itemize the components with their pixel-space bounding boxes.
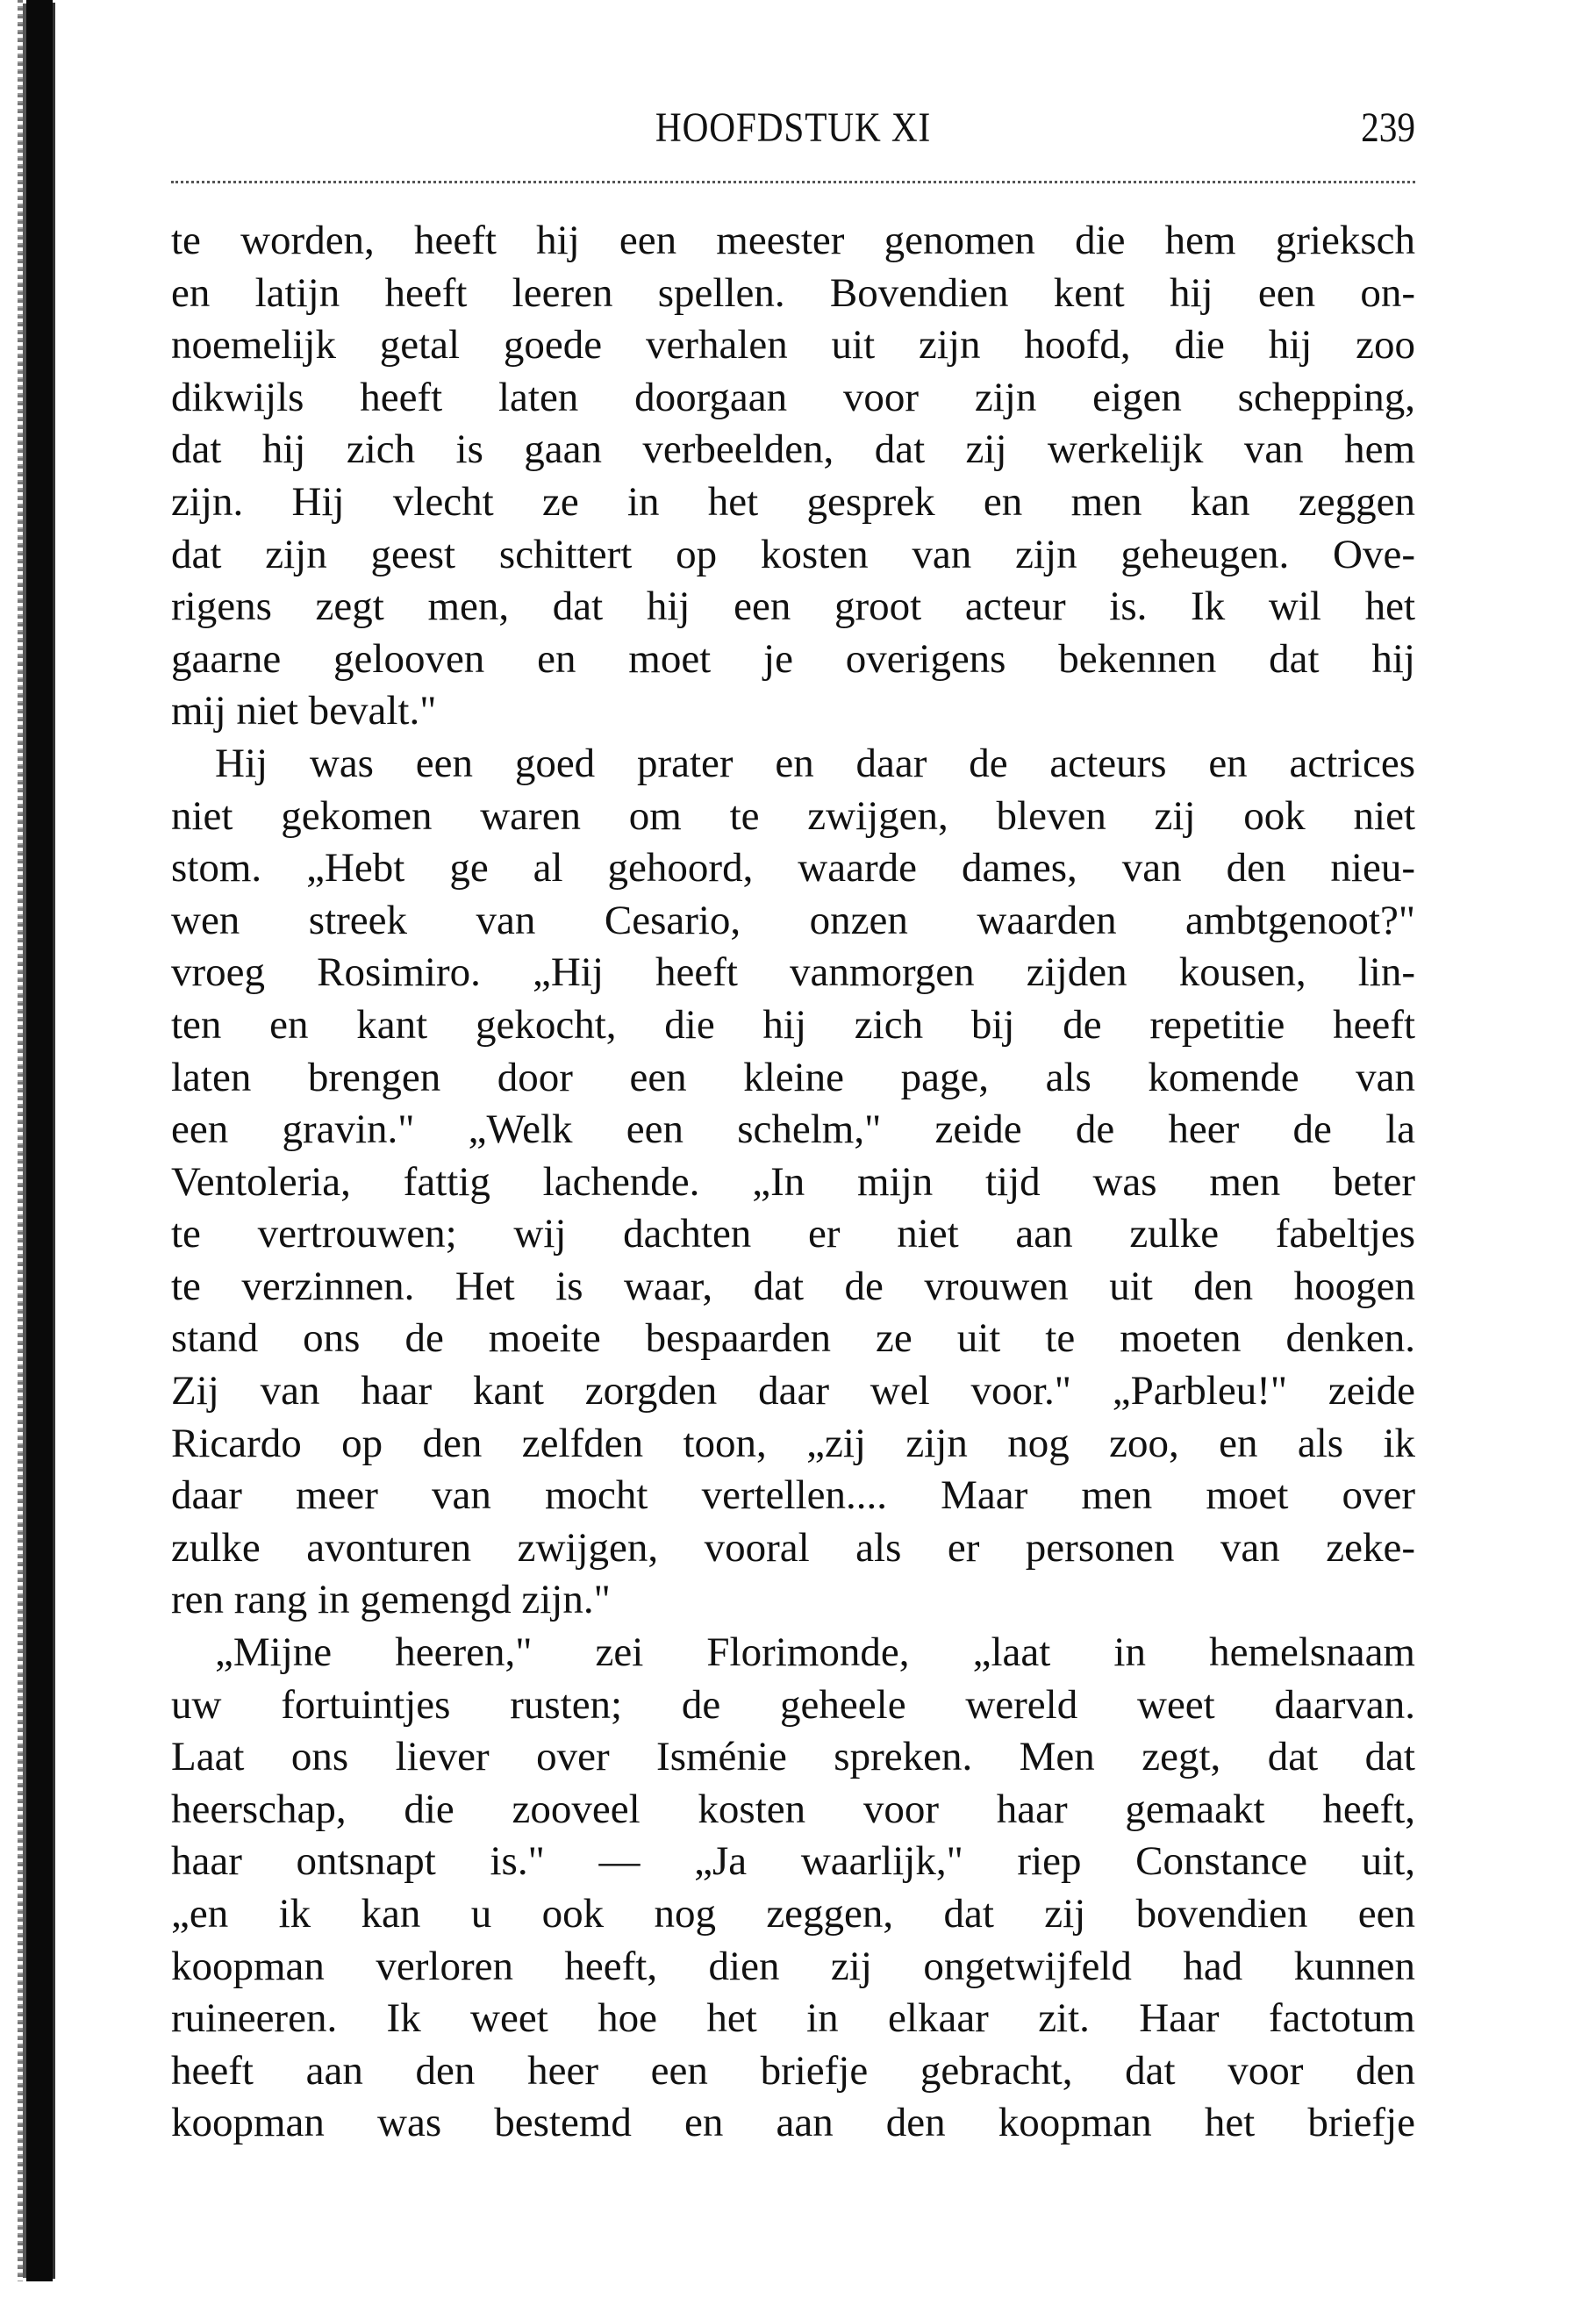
text-line: koopman verloren heeft, dien zij ongetwijfeld had kunnen [171,1943,1415,1989]
text-line: niet gekomen waren om te zwijgen, bleven zij ook niet [171,792,1415,839]
text-line: wen streek van Cesario, onzen waarden ambtgenoot?" [171,897,1415,943]
running-header [171,104,1415,156]
text-line: Zij van haar kant zorgden daar wel voor." „Parbleu!" zeide [171,1368,1415,1414]
dotted-header-rule [171,181,1415,183]
text-line: stom. „Hebt ge al gehoord, waarde dames, van den nieu- [171,845,1415,891]
text-line: „Mijne heeren," zei Florimonde, „laat in hemelsnaam [215,1629,1415,1676]
text-line: dikwijls heeft laten doorgaan voor zijn eigen schepping, [171,374,1415,420]
text-line: gaarne gelooven en moet je overigens bekennen dat hij [171,635,1415,682]
text-line: koopman was bestemd en aan den koopman het briefje [171,2100,1415,2146]
text-line: dat zijn geest schittert op kosten van zijn geheugen. Ove- [171,531,1415,577]
text-line: „en ik kan u ook nog zeggen, dat zij bovendien een [171,1891,1415,1937]
text-line: te worden, heeft hij een meester genomen die hem grieksch [171,218,1415,263]
text-line: noemelijk getal goede verhalen uit zijn hoofd, die hij zoo [171,322,1415,369]
page-number: 239 [1361,104,1415,151]
text-line: uw fortuintjes rusten; de geheele wereld weet daarvan. [171,1681,1415,1728]
page-body-text [171,215,1415,2150]
text-line: Ventoleria, fattig lachende. „In mijn tijd was men beter [171,1158,1415,1205]
text-line: Hij was een goed prater en daar de acteurs en actrices [215,740,1415,786]
text-line: te verzinnen. Het is waar, dat de vrouwen uit den hoogen [171,1263,1415,1309]
text-line: haar ontsnapt is." — „Ja waarlijk," riep Constance uit, [171,1838,1415,1885]
text-line: stand ons de moeite bespaarden ze uit te moeten denken. [171,1315,1415,1362]
text-line: en latijn heeft leeren spellen. Bovendien kent hij een on- [171,269,1415,316]
text-line: ren rang in gemengd zijn." [171,1577,611,1623]
text-line: vroeg Rosimiro. „Hij heeft vanmorgen zijden kousen, lin- [171,949,1415,996]
text-line: Ricardo op den zelfden toon, „zij zijn nog zoo, en als ik [171,1420,1415,1466]
text-line: daar meer van mocht vertellen.... Maar men moet over [171,1472,1415,1519]
text-line: laten brengen door een kleine page, als komende van [171,1054,1415,1100]
text-line: zulke avonturen zwijgen, vooral als er personen van zeke- [171,1524,1415,1571]
text-line: dat hij zich is gaan verbeelden, dat zij werkelijk van hem [171,426,1415,473]
book-spine-edge [18,0,23,2281]
text-line: ruineeren. Ik weet hoe het in elkaar zit. Haar factotum [171,1995,1415,2042]
text-line: te vertrouwen; wij dachten er niet aan zulke fabeltjes [171,1211,1415,1257]
text-line: zijn. Hij vlecht ze in het gesprek en men kan zeggen [171,478,1415,525]
running-title: HOOFDSTUK XI [655,104,932,151]
book-spine-shadow [26,0,53,2281]
text-line: heerschap, die zooveel kosten voor haar gemaakt heeft, [171,1786,1415,1832]
text-line: een gravin." „Welk een schelm," zeide de heer de la [171,1106,1415,1153]
text-line: ten en kant gekocht, die hij zich bij de repetitie heeft [171,1001,1415,1048]
text-line: heeft aan den heer een briefje gebracht, dat voor den [171,2047,1415,2094]
text-line: rigens zegt men, dat hij een groot acteur is. Ik wil het [171,584,1415,630]
text-line: mij niet bevalt." [171,688,437,734]
text-line: Laat ons liever over Isménie spreken. Men zegt, dat dat [171,1734,1415,1780]
